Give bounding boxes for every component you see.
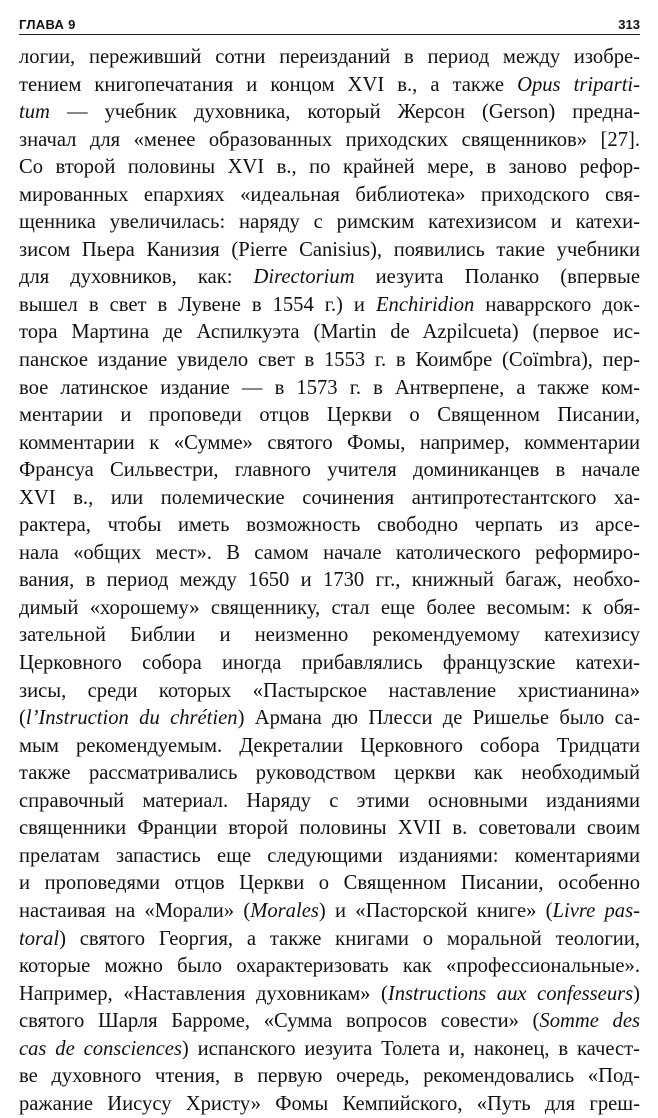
text-segment: ) святого Георгия, а также книгами о моральной теологии, [59,927,640,950]
text-line [19,815,640,843]
italic-text-segment: Opus triparti- [517,73,640,96]
text-line [19,182,640,210]
text-line [19,292,640,320]
text-segment: наваррского док- [474,293,640,316]
italic-text-segment: toral [19,927,60,950]
text-segment: вышел в свет в Лувене в 1554 г.) и [19,293,376,316]
text-segment: щенника увеличилась: наряду с римским катехизисом и катехи- [19,211,640,234]
text-line [19,127,640,155]
text-segment: вое латинское издание — в 1573 г. в Антверпене, а также ком- [19,376,640,399]
text-segment: XVI в., или полемические сочинения антипротестантского ха- [19,486,640,509]
text-line [19,870,640,898]
text-line [19,1063,640,1091]
italic-text-segment: Instructions aux confesseurs [387,982,634,1005]
italic-text-segment: l’Instruction du chrétien [25,707,238,730]
text-line [19,1036,640,1064]
text-line [19,788,640,816]
text-segment: настаивая на «Морали» ( [19,899,251,922]
text-line [19,981,640,1009]
text-line [19,705,640,733]
text-segment: справочный материал. Наряду с этими основными изданиями [19,789,640,812]
text-line [19,457,640,485]
text-line [19,237,640,265]
italic-text-segment: Somme des [539,1010,640,1033]
text-line [19,843,640,871]
text-line [19,209,640,237]
text-segment: мым рекомендуемым. Декреталии Церковного собора Тридцати [19,734,640,757]
text-line [19,567,640,595]
text-segment: Церковного собора иногда прибавлялись французские катехи- [19,652,640,675]
text-line [19,485,640,513]
text-line [19,898,640,926]
text-line [19,154,640,182]
text-segment: ( [19,707,26,730]
text-line [19,99,640,127]
text-segment: прелатам запастись еще следующими изданиями: коментариями [19,844,640,867]
text-segment: и проповедями отцов Церкви о Священном Писании, особенно [19,872,640,895]
text-line [19,319,640,347]
text-segment: также рассматривались руководством церкви как необходимый [19,762,640,785]
text-segment: логии, переживший сотни переизданий в период между изобре- [19,46,640,68]
text-segment: святого Шарля Барроме, «Сумма вопросов совести» ( [19,1010,540,1033]
text-segment: иезуита Поланко (впервые [354,266,640,289]
text-segment: ) [633,982,640,1005]
text-line [19,733,640,761]
text-segment: тора Мартина де Аспилкуэта (Martin de Azpilcueta) (первое ис- [19,321,640,344]
text-segment: ) испанского иезуита Толета и, наконец, в качест- [181,1037,640,1060]
page-number: 313 [618,17,640,32]
text-line [19,622,640,650]
text-segment: Со второй половины XVI в., по крайней мере, в заново рефор- [19,156,640,179]
text-line [19,402,640,430]
text-line [19,347,640,375]
text-segment: тением книгопечатания и концом XVI в., а также [19,73,518,96]
text-segment: зательной Библии и неизменно рекомендуемому катехизису [19,624,640,647]
text-segment: ) и «Пасторской книге» ( [318,899,553,922]
text-segment: зисом Пьера Канизия (Pierre Canisius), появились такие учебники [19,238,640,261]
text-segment: которые можно было охарактеризовать как «профессиональные». [19,955,640,978]
text-segment: рактера, чтобы иметь возможность свободно черпать из арсе- [19,514,640,537]
text-line [19,264,640,292]
text-segment: Франсуа Сильвестри, главного учителя доминиканцев в начале [19,459,640,482]
text-line [19,44,640,72]
text-line [19,760,640,788]
italic-text-segment: tum [19,101,50,124]
italic-text-segment: Livre pas- [552,899,640,922]
text-segment: комментарии к «Сумме» святого Фомы, например, комментарии [19,431,640,454]
body-text [19,44,640,1118]
text-line [19,512,640,540]
running-header [19,12,640,35]
text-line [19,430,640,458]
text-segment: ражание Иисусу Христу» Фомы Кемпийского, «Путь для греш- [19,1092,640,1115]
text-segment: ве духовного чтения, в первую очередь, рекомендовались «Под- [19,1065,640,1088]
text-segment: димый «хорошему» священнику, стал еще более весомым: к обя- [19,596,640,619]
italic-text-segment: Enchiridion [375,293,475,316]
text-segment: панское издание увидело свет в 1553 г. в Коимбре (Coïmbra), пер- [19,349,640,372]
text-line [19,1008,640,1036]
text-line [19,375,640,403]
text-segment: — учебник духовника, который Жерсон (Gerson) предна- [49,101,640,124]
chapter-title: ГЛАВА 9 [19,17,76,32]
text-segment: ) Армана дю Плесси де Ришелье было са- [237,707,640,730]
text-segment: значал для «менее образованных приходских священников» [27]. [19,128,640,151]
text-segment: мированных епархиях «идеальная библиотека» приходского свя- [19,183,640,206]
text-line [19,540,640,568]
italic-text-segment: Directorium [253,266,355,289]
text-segment: священники Франции второй половины XVII в. советовали своим [19,817,640,840]
text-segment: Например, «Наставления духовникам» ( [19,982,388,1005]
text-line [19,595,640,623]
italic-text-segment: Morales [250,899,319,922]
text-line [19,678,640,706]
text-segment: ментарии и проповеди отцов Церкви о Священном Писании, [19,404,640,427]
text-line [19,926,640,954]
italic-text-segment: cas de consciences [19,1037,182,1060]
text-segment: нала «общих мест». В самом начале католического реформиро- [19,541,640,564]
text-line [19,953,640,981]
text-line [19,72,640,100]
text-line [19,1091,640,1118]
text-line [19,650,640,678]
text-segment: зисы, среди которых «Пастырское наставление христианина» [19,679,640,702]
text-segment: для духовников, как: [19,266,254,289]
text-segment: вания, в период между 1650 и 1730 гг., книжный багаж, необхо- [19,569,640,592]
